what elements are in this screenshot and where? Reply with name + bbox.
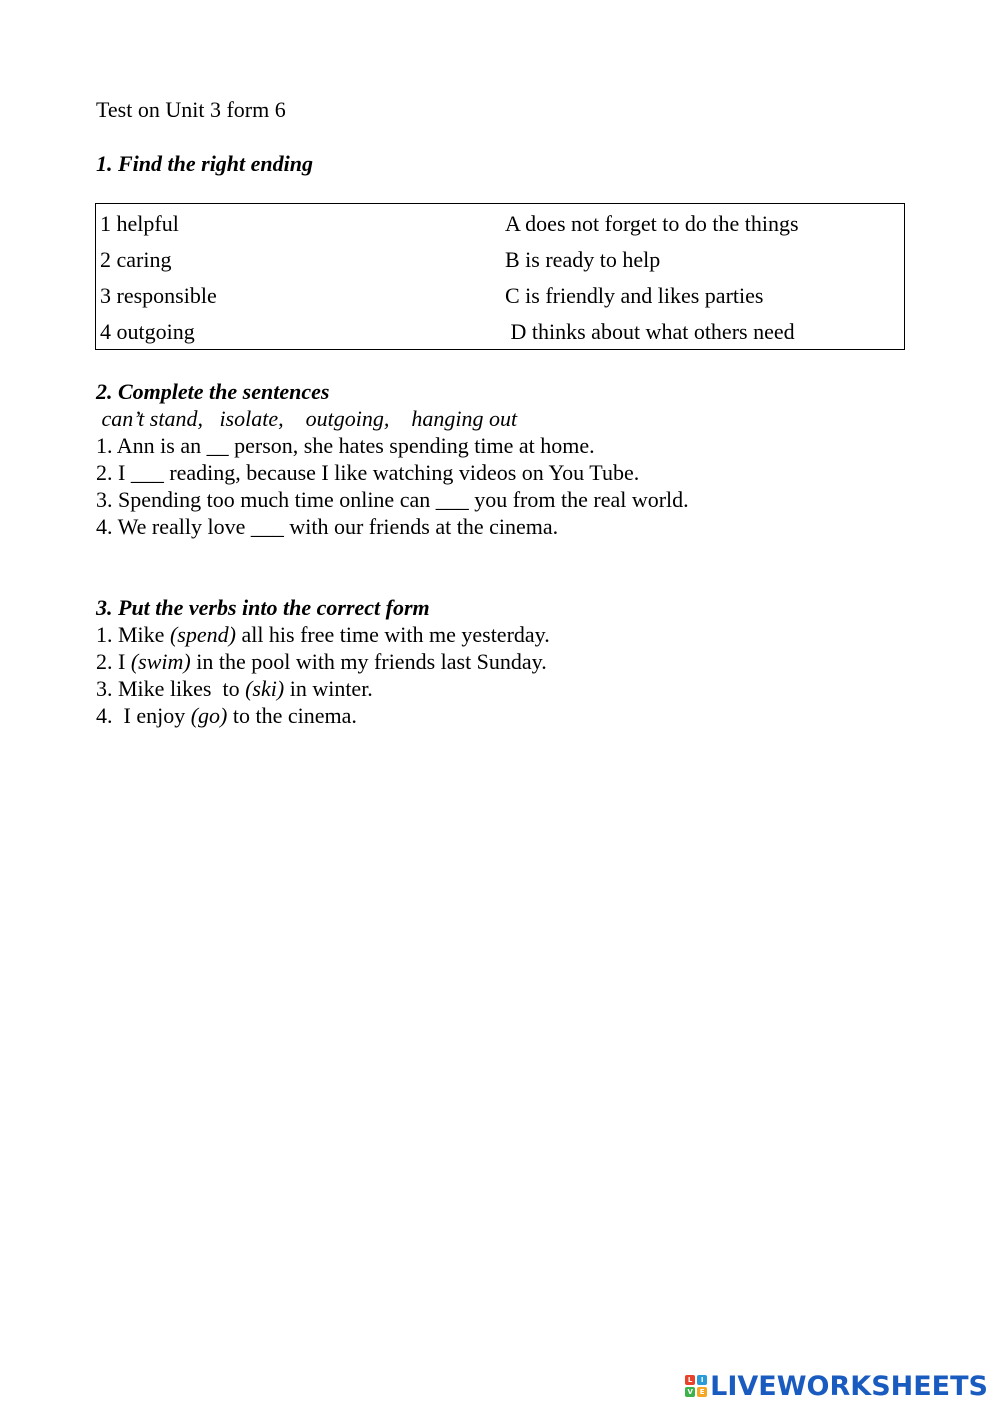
verb-sentence (96, 648, 547, 675)
logo-mark-icon (685, 1375, 707, 1397)
sentence: 2. I ___ reading, because I like watching videos on You Tube. (96, 460, 640, 485)
verb-hint: (ski) (245, 676, 285, 701)
page-title: Test on Unit 3 form 6 (96, 97, 286, 122)
sentence-end: in the pool with my friends last Sunday. (190, 649, 547, 674)
verb-hint: (go) (190, 703, 228, 728)
word-bank: can’t stand, isolate, outgoing, hanging out (96, 406, 518, 431)
table-row (96, 278, 904, 314)
matching-table (95, 203, 905, 350)
section-1-heading: 1. Find the right ending (96, 151, 314, 176)
sentence: 1. Ann is an __ person, she hates spending time at home. (96, 433, 595, 458)
adjective-cell: 2 caring (100, 247, 172, 272)
ending-cell: A does not forget to do the things (505, 211, 799, 236)
verb-hint: (swim) (130, 649, 191, 674)
table-row (96, 314, 904, 350)
ending-cell: D thinks about what others need (505, 319, 795, 344)
section-2-heading: 2. Complete the sentences (96, 379, 330, 404)
ending-cell: B is ready to help (505, 247, 661, 272)
liveworksheets-logo[interactable] (685, 1366, 988, 1406)
table-row (96, 242, 904, 278)
adjective-cell: 4 outgoing (100, 319, 195, 344)
verb-sentence (96, 675, 373, 702)
sentence-start: 4. I enjoy (96, 703, 191, 728)
sentence: 4. We really love ___ with our friends at the cinema. (96, 514, 559, 539)
sentence-start: 2. I (96, 649, 131, 674)
logo-mark-tile: V (685, 1387, 695, 1397)
logo-mark-tile: L (685, 1375, 695, 1385)
sentence-end: in winter. (284, 676, 373, 701)
sentence-end: all his free time with me yesterday. (235, 622, 550, 647)
sentence-start: 3. Mike likes to (96, 676, 246, 701)
sentence: 3. Spending too much time online can ___ you from the real world. (96, 487, 689, 512)
verb-sentence (96, 702, 357, 729)
adjective-cell: 3 responsible (100, 283, 217, 308)
logo-mark-tile: E (697, 1387, 707, 1397)
adjective-cell: 1 helpful (100, 211, 179, 236)
ending-cell: C is friendly and likes parties (505, 283, 764, 308)
table-row (96, 206, 904, 242)
logo-mark-tile: I (697, 1375, 707, 1385)
sentence-start: 1. Mike (96, 622, 170, 647)
verb-sentence (96, 621, 550, 648)
logo-text: LIVEWORKSHEETS (710, 1370, 988, 1402)
section-3-heading: 3. Put the verbs into the correct form (96, 595, 430, 620)
sentence-end: to the cinema. (227, 703, 357, 728)
verb-hint: (spend) (169, 622, 236, 647)
